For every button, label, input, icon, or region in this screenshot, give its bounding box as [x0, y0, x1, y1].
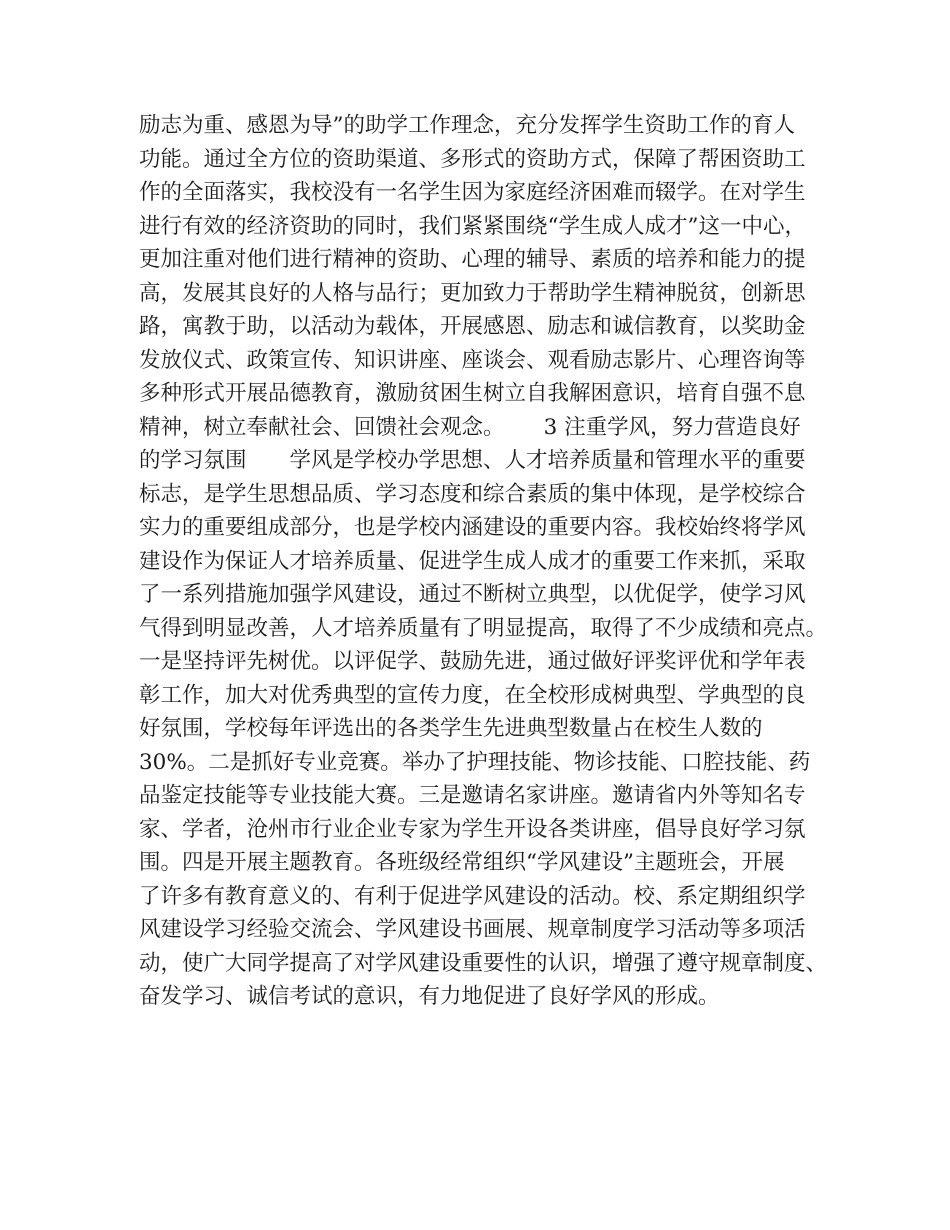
text-line: 更加注重对他们进行精神的资助、心理的辅导、素质的培养和能力的提: [139, 247, 806, 272]
text-line: 好氛围，学校每年评选出的各类学生先进典型数量占在校生人数的: [139, 716, 763, 741]
text-line: 功能。通过全方位的资助渠道、多形式的资助方式，保障了帮困资助工: [139, 146, 806, 172]
text-line: 实力的重要组成部分，也是学校内涵建设的重要内容。我校始终将学风: [139, 515, 806, 540]
text-line: 了一系列措施加强学风建设，通过不断树立典型，以优促学，使学习风: [139, 582, 806, 607]
text-line: 品鉴定技能等专业技能大赛。三是邀请名家讲座。邀请省内外等知名专: [139, 783, 806, 808]
text-line: 彰工作，加大对优秀典型的宣传力度，在全校形成树典型、学典型的良: [139, 682, 806, 708]
text-line: 家、学者，沧州市行业企业专家为学生开设各类讲座，倡导良好学习氛: [139, 816, 806, 842]
body-text: [139, 109, 839, 1014]
text-line: 标志，是学生思想品质、学习态度和综合素质的集中体现，是学校综合: [139, 481, 806, 507]
text-line: 高，发展其良好的人格与品行；更加致力于帮助学生精神脱贫，创新思: [139, 280, 806, 306]
text-line: 多种形式开展品德教育，激励贫困生树立自我解困意识，培育自强不息: [139, 381, 806, 406]
text-line: 的学习氛围 学风是学校办学思想、人才培养质量和管理水平的重要: [139, 448, 806, 473]
text-line: 气得到明显改善，人才培养质量有了明显提高，取得了不少成绩和亮点。: [139, 615, 828, 641]
text-line: 动，使广大同学提高了对学风建设重要性的认识，增强了遵守规章制度、: [139, 950, 828, 976]
text-line: 路，寓教于助，以活动为载体，开展感恩、励志和诚信教育，以奖助金: [139, 314, 806, 339]
text-line: 奋发学习、诚信考试的意识，有力地促进了良好学风的形成。: [139, 984, 720, 1009]
text-line: 发放仪式、政策宣传、知识讲座、座谈会、观看励志影片、心理咨询等: [139, 347, 806, 373]
text-line: 30%。二是抓好专业竞赛。举办了护理技能、物诊技能、口腔技能、药: [139, 749, 811, 775]
text-line: 作的全面落实，我校没有一名学生因为家庭经济困难而辍学。在对学生: [139, 180, 806, 205]
text-line: 精神，树立奉献社会、回馈社会观念。 3 注重学风，努力营造良好: [139, 414, 801, 440]
text-line: 了许多有教育意义的、有利于促进学风建设的活动。校、系定期组织学: [139, 883, 806, 909]
text-line: 建设作为保证人才培养质量、促进学生成人成才的重要工作来抓，采取: [139, 548, 806, 574]
text-line: 围。四是开展主题教育。各班级经常组织“学风建设”主题班会，开展: [139, 850, 785, 875]
text-line: 风建设学习经验交流会、学风建设书画展、规章制度学习活动等多项活: [139, 917, 806, 942]
text-line: 励志为重、感恩为导”的助学工作理念，充分发挥学生资助工作的育人: [139, 113, 795, 138]
text-line: 一是坚持评先树优。以评促学、鼓励先进，通过做好评奖评优和学年表: [139, 649, 806, 674]
text-line: 进行有效的经济资助的同时，我们紧紧围绕“学生成人成才”这一中心，: [139, 213, 806, 239]
